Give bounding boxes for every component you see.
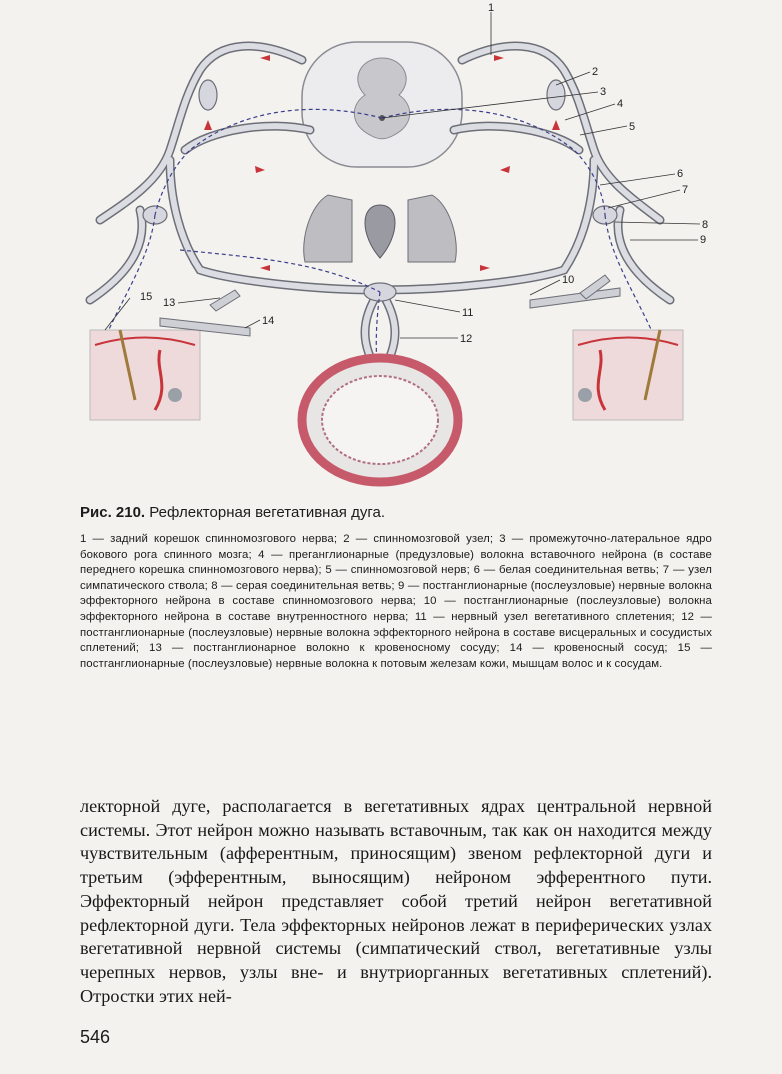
reflex-arc-figure — [60, 0, 740, 495]
caption-legend: 1 — задний корешок спинномозгового нерва; 2 — спинномозговой узел; 3 — промежуточно-латеральное ядро бокового рога спинного мозга; 4 — преганглионарные (предузловые) волокна вставочного нейрона (в составе переднего корешка спинномозгового нерва); 5 — спинномозговой нерв; 6 — белая соединительная ветвь; 7 — узел симпатического ствола; 8 — серая соединительная ветвь; 9 — постганглионарные (послеузловые) нервные волокна эффекторного нейрона в составе спинномозгового нерва; 10 — постганглионарные (послеузловые) волокна эффекторного нейрона в составе внутренностного нерва; 11 — нервный узел вегетативного сплетения; 12 — постганглионарные (послеузловые) нервные волокна эффекторного нейрона в составе висцеральных и сосудистых сплетений; 13 — постганглионарное волокно к кровеносному сосуду; 14 — кровеносный сосуд; 15 — постганглионарные (послеузловые) нервные волокна к потовым железам кожи, мышцам волос и к сосудам. — [80, 533, 712, 670]
label-8: 8 — [702, 219, 709, 231]
label-1: 1 — [488, 2, 495, 14]
label-10: 10 — [562, 274, 575, 286]
label-11: 11 — [462, 307, 474, 319]
label-5: 5 — [629, 121, 636, 133]
label-14: 14 — [262, 315, 275, 327]
label-6: 6 — [677, 168, 684, 180]
label-3: 3 — [600, 86, 607, 98]
label-13: 13 — [163, 297, 176, 309]
label-12: 12 — [460, 333, 473, 345]
figure-caption — [80, 504, 712, 672]
spinal-cord — [302, 42, 462, 167]
intestine — [302, 358, 458, 482]
label-7: 7 — [682, 184, 689, 196]
skin-right — [573, 330, 683, 420]
body-paragraph: лекторной дуге, располагается в вегетативных ядрах центральной нервной системы. Этот нейрон можно называть вставочным, так как он находится между чувствительным (афферентным, приносящим) звеном рефлекторной дуги и третьим (эфферентным, выносящим) нейроном эфферентного пути. Эффекторный нейрон представляет собой третий нейрон вегетативной рефлекторной дуги. Тела эффекторных нейронов лежат в периферических узлах вегетативной нервной системы (симпатический ствол, вегетативные узлы черепных нервов, узлы вне- и внутриорганных вегетативных сплетений). Отростки этих ней- — [80, 796, 712, 1006]
caption-prefix: Рис. 210. — [80, 504, 146, 521]
caption-title-text: Рефлекторная вегетативная дуга. — [149, 504, 385, 521]
label-4: 4 — [617, 98, 624, 110]
skin-left — [90, 330, 200, 420]
label-9: 9 — [700, 234, 707, 246]
page-number: 546 — [80, 1027, 111, 1047]
lungs-heart — [304, 195, 457, 262]
label-15: 15 — [140, 291, 153, 303]
caption-title — [80, 504, 712, 521]
label-2: 2 — [592, 66, 599, 78]
